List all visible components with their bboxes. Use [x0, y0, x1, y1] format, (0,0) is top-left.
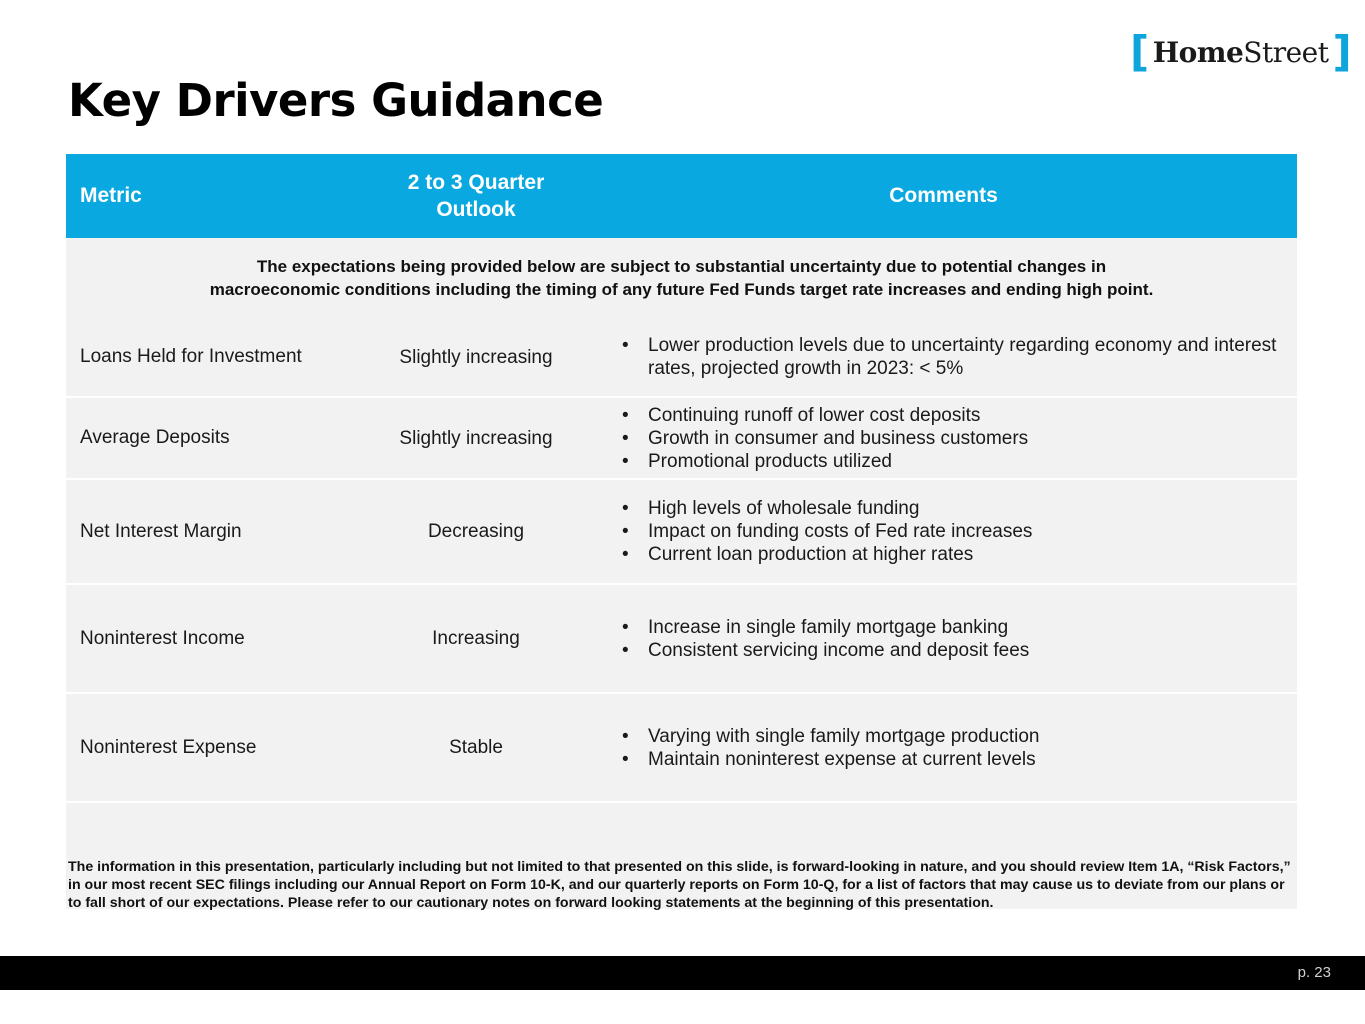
comments-list [622, 616, 1297, 662]
comment-item: • High levels of wholesale funding [622, 497, 1297, 520]
outlook-cell: Decreasing [427, 521, 525, 542]
comments-cell [590, 334, 1297, 380]
table-row-loans [66, 318, 1297, 398]
comment-item: • Varying with single family mortgage production [622, 725, 1297, 748]
page-number: p. 23 [1297, 964, 1331, 981]
notice-line-1: The expectations being provided below are subject to substantial uncertainty due to potential changes in [256, 257, 1107, 276]
comments-cell [590, 725, 1297, 771]
outlook-cell: Stable [449, 737, 503, 758]
comments-list [622, 725, 1297, 771]
comments-list [622, 497, 1297, 566]
header-outlook-line2: Outlook [436, 198, 516, 221]
comment-item: • Consistent servicing income and deposit fees [622, 639, 1297, 662]
notice-line-2: macroeconomic conditions including the timing of any future Fed Funds target rate increases and ending high point. [209, 280, 1154, 299]
header-outlook-line1: 2 to 3 Quarter [407, 171, 545, 194]
drivers-table [66, 154, 1297, 909]
metric-cell: Noninterest Expense [80, 736, 257, 758]
uncertainty-notice [66, 238, 1297, 318]
homestreet-logo [1130, 27, 1352, 76]
comment-item: • Continuing runoff of lower cost deposits [622, 404, 1297, 427]
comment-item: • Growth in consumer and business customers [622, 427, 1297, 450]
footer-bar [0, 956, 1365, 990]
metric-cell: Net Interest Margin [80, 520, 242, 542]
comment-item: • Promotional products utilized [622, 450, 1297, 473]
comment-item: • Current loan production at higher rates [622, 543, 1297, 566]
logo-street-text: Street [1243, 35, 1329, 69]
table-row-nonint-expense [66, 694, 1297, 803]
comment-item: • Maintain noninterest expense at current levels [622, 748, 1297, 771]
comment-item: • Lower production levels due to uncertainty regarding economy and interest rates, projected growth in 2023: < 5% [622, 334, 1297, 380]
logo-open-bracket: [ [1130, 27, 1149, 76]
table-header [66, 154, 1297, 238]
logo-close-bracket: ] [1332, 27, 1352, 76]
forward-looking-disclaimer: The information in this presentation, particularly including but not limited to that presented on this slide, is forward-looking in nature, and you should review Item 1A, “Risk Factors,” in our most recent SEC filings including our Annual Report on Form 10-K, and our quarterly reports on Form 10-Q, for a list of factors that may cause us to deviate from our plans or to fall short of our expectations. Please refer to our cautionary notes on forward looking statements at the beginning of this presentation. [68, 859, 1291, 911]
comment-item: • Increase in single family mortgage banking [622, 616, 1297, 639]
table-row-nim [66, 480, 1297, 585]
logo-home-text: Home [1152, 35, 1244, 69]
table-row-deposits [66, 398, 1297, 480]
header-metric: Metric [80, 184, 142, 207]
metric-cell: Loans Held for Investment [80, 346, 302, 367]
metric-cell: Noninterest Income [80, 627, 245, 649]
outlook-cell: Increasing [432, 628, 520, 649]
table-row-nonint-income [66, 585, 1297, 694]
comments-list [622, 334, 1297, 380]
header-outlook [362, 169, 590, 223]
comments-cell [590, 497, 1297, 566]
comments-cell [590, 616, 1297, 662]
outlook-cell: Slightly increasing [399, 346, 553, 368]
outlook-cell: Slightly increasing [399, 427, 553, 449]
metric-cell: Average Deposits [80, 427, 230, 448]
comment-item: • Impact on funding costs of Fed rate increases [622, 520, 1297, 543]
page-title: Key Drivers Guidance [68, 74, 604, 127]
comments-list [622, 404, 1297, 473]
header-comments: Comments [889, 184, 998, 207]
comments-cell [590, 404, 1297, 473]
